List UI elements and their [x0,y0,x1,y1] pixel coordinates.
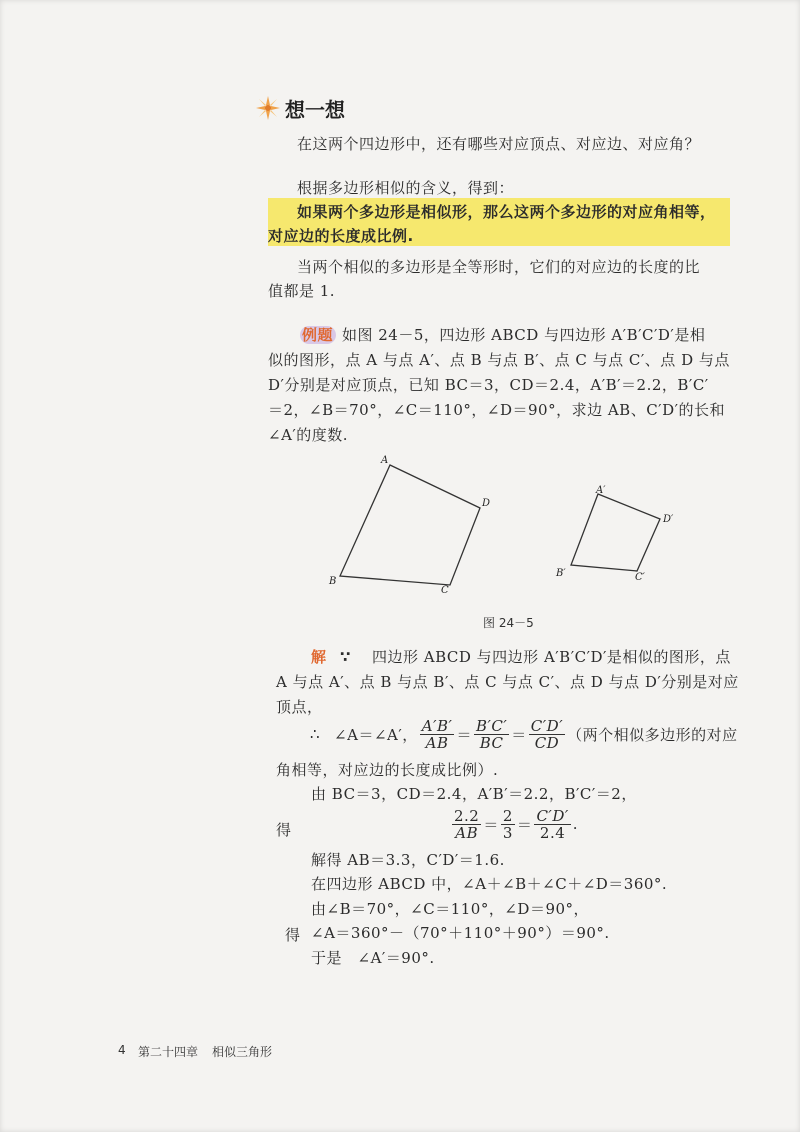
fraction-numerator: 2 [502,806,513,825]
example-line-3: D′分别是对应顶点，已知 BC＝3，CD＝2.4，A′B′＝2.2，B′C′ [268,376,709,394]
solution-line-3: 顶点， [276,698,323,716]
congruent-line-2: 值都是 1. [268,282,336,300]
fraction-denominator: 2.4 [539,823,566,842]
fraction-bc [474,718,509,751]
fraction-numerator: C′D′ [530,716,564,735]
vertex-label-C: C [441,585,449,596]
equals-sign: ＝ [511,725,527,744]
section-heading [255,92,345,124]
fraction-denominator: AB [455,823,479,842]
derive-intro: 根据多边形相似的含义，得到： [297,179,515,197]
ratio-equation [310,714,738,754]
equals-sign: ＝ [516,815,533,834]
property-line-1: 如果两个多边形是相似形，那么这两个多边形的对应角相等， [297,203,716,221]
fraction-denominator: 3 [502,823,513,842]
fraction-2-3 [501,808,515,841]
vertex-label-D: D [482,498,491,509]
quadrilateral-a-prime [571,494,660,571]
conclusion-line: 于是 ∠A′＝90°. [311,949,435,967]
example-line-5: ∠A′的度数. [268,426,349,444]
fraction-denominator: BC [479,733,504,752]
figure-caption: 图 24－5 [483,616,534,630]
think-question: 在这两个四边形中，还有哪些对应顶点、对应边、对应角？ [297,135,701,153]
chapter-label: 第二十四章 [138,1045,199,1059]
vertex-label-C-prime: C′ [635,572,645,583]
figure-24-5 [320,450,700,605]
because-symbol: ∵ [340,648,351,666]
therefore-symbol: ∴ [310,725,321,743]
vertex-label-A: A [381,455,389,466]
fraction-cd [529,718,565,751]
example-line-2: 似的图形，点 A 与点 A′、点 B 与点 B′、点 C 与点 C′、点 D 与点 [268,351,730,369]
solution-line-1: 四边形 ABCD 与四边形 A′B′C′D′是相似的图形，点 [372,648,731,666]
solution-label: 解 [311,648,327,666]
fraction-2.2-ab [452,808,481,841]
equals-sign: ＝ [483,815,499,834]
star-burst-icon [255,95,281,121]
example-label: 例题 [302,326,334,344]
vertex-label-B-prime: B′ [556,568,566,579]
get-label-2: 得 [285,926,301,944]
vertex-label-A-prime: A′ [596,485,606,496]
page-number: 4 [118,1043,126,1057]
quadrilateral-abcd [340,465,480,585]
heading-title: 想一想 [285,97,345,122]
reason-line-2: 角相等，对应边的长度成比例）. [276,761,499,779]
vertex-label-B: B [329,576,337,587]
proportion-equation [450,804,578,844]
given-angles-line: 由∠B＝70°，∠C＝110°，∠D＝90°， [311,900,590,918]
angle-calc-line: ∠A＝360°－（70°＋110°＋90°）＝90°. [311,924,610,942]
period: . [572,815,579,833]
congruent-line-1: 当两个相似的多边形是全等形时，它们的对应边的长度的比 [297,258,701,276]
result-line: 解得 AB＝3.3，C′D′＝1.6. [311,851,505,869]
fraction-numerator: B′C′ [475,716,508,735]
fraction-cd-2.4 [534,808,570,841]
fraction-ab [420,718,455,751]
get-label: 得 [276,821,292,839]
chapter-title: 相似三角形 [212,1045,273,1059]
solution-line-2: A 与点 A′、点 B 与点 B′、点 C 与点 C′、点 D 与点 D′分别是对应 [276,673,739,691]
equals-sign: ＝ [456,725,472,744]
example-line-1: 如图 24－5，四边形 ABCD 与四边形 A′B′C′D′是相 [342,326,706,344]
property-line-2: 对应边的长度成比例. [268,227,414,245]
example-line-4: ＝2，∠B＝70°，∠C＝110°，∠D＝90°，求边 AB、C′D′的长和 [268,401,726,419]
vertex-label-D-prime: D′ [663,514,674,525]
fraction-denominator: CD [534,733,560,752]
fraction-numerator: A′B′ [421,716,453,735]
reason-text: （两个相似多边形的对应 [567,725,738,744]
angle-sum-line: 在四边形 ABCD 中，∠A＋∠B＋∠C＋∠D＝360°. [311,875,668,893]
fraction-numerator: 2.2 [454,806,480,825]
angle-equality: ∠A＝∠A′， [334,725,418,744]
given-values: 由 BC＝3，CD＝2.4，A′B′＝2.2，B′C′＝2， [311,785,637,803]
fraction-denominator: AB [425,733,449,752]
fraction-numerator: C′D′ [536,806,569,825]
